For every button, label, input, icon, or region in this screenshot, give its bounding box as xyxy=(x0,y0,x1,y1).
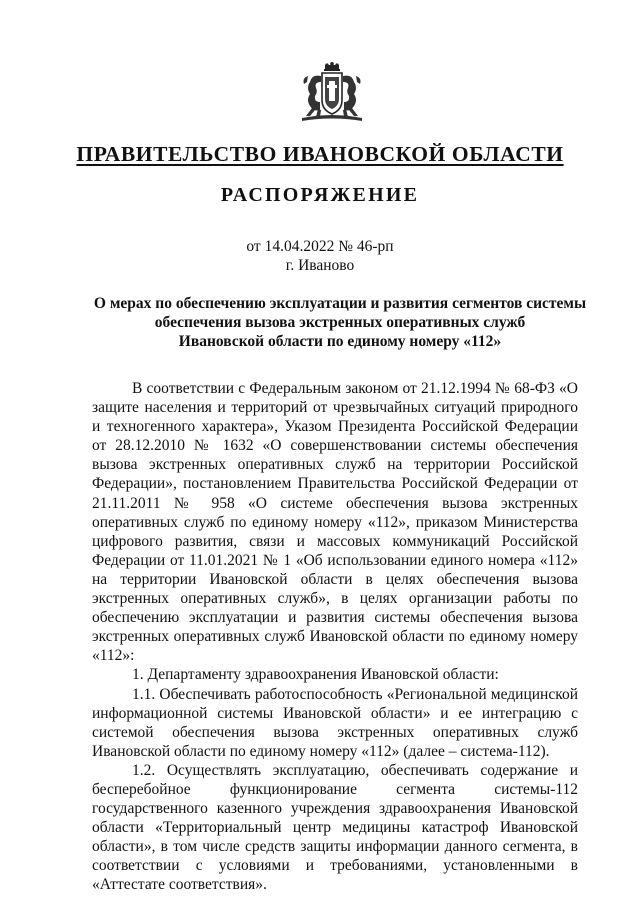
document-heading xyxy=(80,294,600,351)
heading-line: обеспечения вызова экстренных оперативных служб xyxy=(154,314,526,331)
item-1-2: 1.2. Осуществлять эксплуатацию, обеспечивать содержание и бесперебойное функционирование сегмента системы-112 государственного казенного учреждения здравоохранения Ивановской области «Территориальный центр медицины катастроф Ивановской области», в том числе средств защиты информации данного сегмента, в соответствии с условиями и требованиями, установленными в «Аттестате соответствия». xyxy=(92,761,578,894)
document-date-number: от 14.04.2022 № 46-рп xyxy=(246,238,394,255)
heading-line: О мерах по обеспечению эксплуатации и развития сегментов системы xyxy=(93,295,587,312)
heading-line: Ивановской области по единому номеру «112» xyxy=(178,333,502,350)
item-1: 1. Департаменту здравоохранения Ивановской области: xyxy=(132,666,499,684)
document-type: РАСПОРЯЖЕНИЕ xyxy=(220,184,420,206)
coat-of-arms-icon xyxy=(294,62,370,124)
item-1-1: 1.1. Обеспечивать работоспособность «Региональной медицинской информационной системы Ивановской области» и ее интеграцию с системой обеспечения вызова экстренных оперативных служб Ивановской области по единому номеру «112» (далее – система-112). xyxy=(92,685,578,760)
document-body xyxy=(92,379,578,895)
government-title: ПРАВИТЕЛЬСТВО ИВАНОВСКОЙ ОБЛАСТИ xyxy=(76,142,564,166)
intro-paragraph: В соответствии с Федеральным законом от 21.12.1994 № 68-ФЗ «О защите населения и территорий от чрезвычайных ситуаций природного и техногенного характера», Указом Президента Российской Федерации от 28.12.2010 № 1632 «О совершенствовании системы обеспечения вызова экстренных оперативных служб на территории Российской Федерации», постановлением Правительства Российской Федерации от 21.11.2011 № 958 «О системе обеспечения вызова экстренных оперативных служб по единому номеру «112», приказом Министерства цифрового развития, связи и массовых коммуникаций Российской Федерации от 11.01.2021 № 1 «Об использовании единого номера «112» на территории Ивановской области в целях обеспечения вызова экстренных оперативных служб», в целях организации работы по обеспечению эксплуатации и развития системы обеспечения вызова экстренных оперативных служб Ивановской области по единому номеру «112»: xyxy=(92,380,578,665)
document-city: г. Иваново xyxy=(285,257,355,274)
